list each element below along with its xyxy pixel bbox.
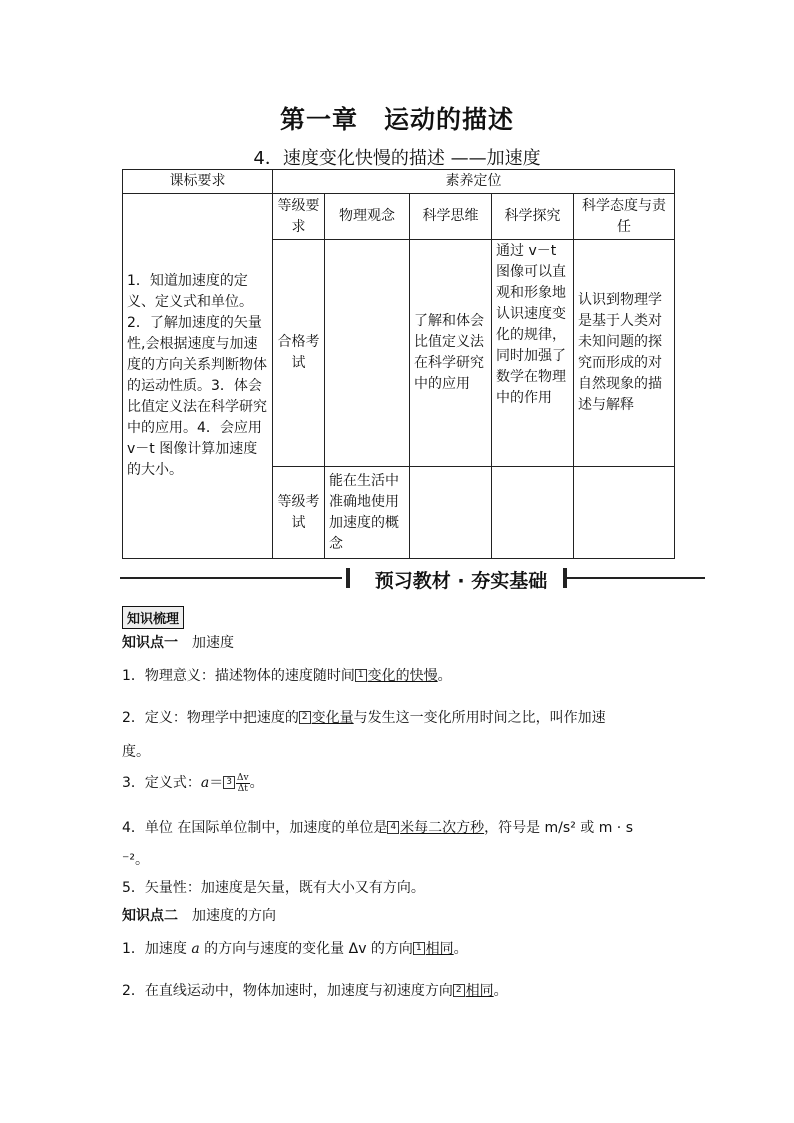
kp1-item2 bbox=[122, 707, 606, 727]
banner-rule-right bbox=[567, 577, 705, 579]
subheader-inquiry: 科学探究 bbox=[492, 194, 574, 240]
subheader-thinking: 科学思维 bbox=[410, 194, 492, 240]
fraction-numerator: Δv bbox=[237, 772, 249, 783]
kp1-item4-cont: ⁻²。 bbox=[122, 852, 150, 868]
kp2-item2 bbox=[122, 980, 508, 1000]
kp1-item1-end: 。 bbox=[437, 668, 452, 684]
subheader-level: 等级要求 bbox=[273, 194, 325, 240]
kp1-heading bbox=[122, 632, 234, 652]
kp2-item1-end: 。 bbox=[453, 941, 468, 957]
chapter-title: 第一章 运动的描述 bbox=[279, 105, 514, 134]
row1-level: 合格考试 bbox=[273, 240, 325, 467]
kp1-item2-text: 2．定义：物理学中把速度的 bbox=[122, 710, 299, 726]
header-cell-literacy: 素养定位 bbox=[273, 170, 675, 194]
kp2-item1 bbox=[122, 938, 468, 958]
row2-inquiry bbox=[492, 467, 574, 559]
kp2-item2-text: 2．在直线运动中，物体加速时，加速度与初速度方向 bbox=[122, 983, 453, 999]
row1-attitude: 认识到物理学是基于人类对未知问题的探究而形成的对自然现象的描述与解释 bbox=[574, 240, 675, 467]
kp2-heading bbox=[122, 905, 276, 925]
blank-number: 2 bbox=[453, 984, 465, 997]
kp1-item5: 5．矢量性：加速度是矢量，既有大小又有方向。 bbox=[122, 880, 425, 896]
banner-bar-left bbox=[346, 568, 350, 588]
row1-physics bbox=[325, 240, 410, 467]
kp1-item4-end: ，符号是 m/s² 或 m · s bbox=[484, 820, 633, 836]
row2-level: 等级考试 bbox=[273, 467, 325, 559]
requirements-table bbox=[122, 169, 675, 559]
variable-a: a bbox=[191, 941, 200, 957]
section-title: 4．速度变化快慢的描述 ——加速度 bbox=[253, 148, 541, 169]
kp1-item2-cont: 度。 bbox=[122, 744, 150, 760]
blank-number: 4 bbox=[387, 821, 399, 834]
banner-title: 预习教材 · 夯实基础 bbox=[374, 570, 548, 592]
kp2-item1-text: 1．加速度 bbox=[122, 941, 192, 957]
header-cell-requirements: 课标要求 bbox=[123, 170, 273, 194]
kp2-item2-end: 。 bbox=[493, 983, 508, 999]
answer-text: 变化量 bbox=[311, 710, 354, 726]
kp1-item4-text: 4．单位 在国际单位制中，加速度的单位是 bbox=[122, 820, 388, 836]
row2-physics: 能在生活中准确地使用加速度的概念 bbox=[325, 467, 410, 559]
kp1-item1 bbox=[122, 665, 452, 685]
kp2-subtitle: 加速度的方向 bbox=[192, 908, 276, 924]
blank-number: 1 bbox=[413, 942, 425, 955]
subheader-physics: 物理观念 bbox=[325, 194, 410, 240]
kp1-item4 bbox=[122, 817, 633, 837]
kp2-title: 知识点二 bbox=[122, 908, 178, 924]
row2-thinking bbox=[410, 467, 492, 559]
row2-attitude bbox=[574, 467, 675, 559]
row1-inquiry: 通过 v－t 图像可以直观和形象地认识速度变化的规律，同时加强了数学在物理中的作用 bbox=[492, 240, 574, 467]
kp1-item1-text: 1．物理意义：描述物体的速度随时间 bbox=[122, 668, 355, 684]
kp1-title: 知识点一 bbox=[122, 635, 178, 651]
variable-a: a bbox=[200, 775, 210, 791]
kp1-item3 bbox=[122, 772, 264, 794]
answer-text: 相同 bbox=[425, 941, 454, 957]
kp2-item1-mid: 的方向与速度的变化量 Δv 的方向 bbox=[199, 941, 413, 957]
blank-number: 1 bbox=[355, 669, 367, 682]
kp1-item3-end: 。 bbox=[249, 775, 264, 791]
kp1-item2-end: 与发生这一变化所用时间之比，叫作加速 bbox=[353, 710, 606, 726]
row1-thinking: 了解和体会比值定义法在科学研究中的应用 bbox=[410, 240, 492, 467]
answer-text: 变化的快慢 bbox=[367, 668, 438, 684]
kp1-subtitle: 加速度 bbox=[192, 635, 234, 651]
blank-number: 3 bbox=[223, 776, 235, 789]
answer-text: 米每二次方秒 bbox=[400, 820, 485, 836]
banner-rule-left bbox=[120, 577, 342, 579]
answer-text: 相同 bbox=[465, 983, 494, 999]
knowledge-tag: 知识梳理 bbox=[122, 606, 184, 629]
fraction-dv-dt bbox=[236, 773, 250, 794]
subheader-attitude: 科学态度与责任 bbox=[574, 194, 675, 240]
requirements-text: 1．知道加速度的定义、定义式和单位。2．了解加速度的矢量性,会根据速度与加速度的方向关系判断物体的运动性质。3．体会比值定义法在科学研究中的应用。4．会应用 v－t 图像计算加速度的大小。 bbox=[123, 194, 273, 559]
fraction-denominator: Δt bbox=[237, 783, 248, 794]
kp1-item3-text: 3．定义式： bbox=[122, 775, 201, 791]
equals-sign: ＝ bbox=[209, 775, 224, 791]
blank-number: 2 bbox=[299, 711, 311, 724]
section-banner bbox=[120, 566, 705, 590]
